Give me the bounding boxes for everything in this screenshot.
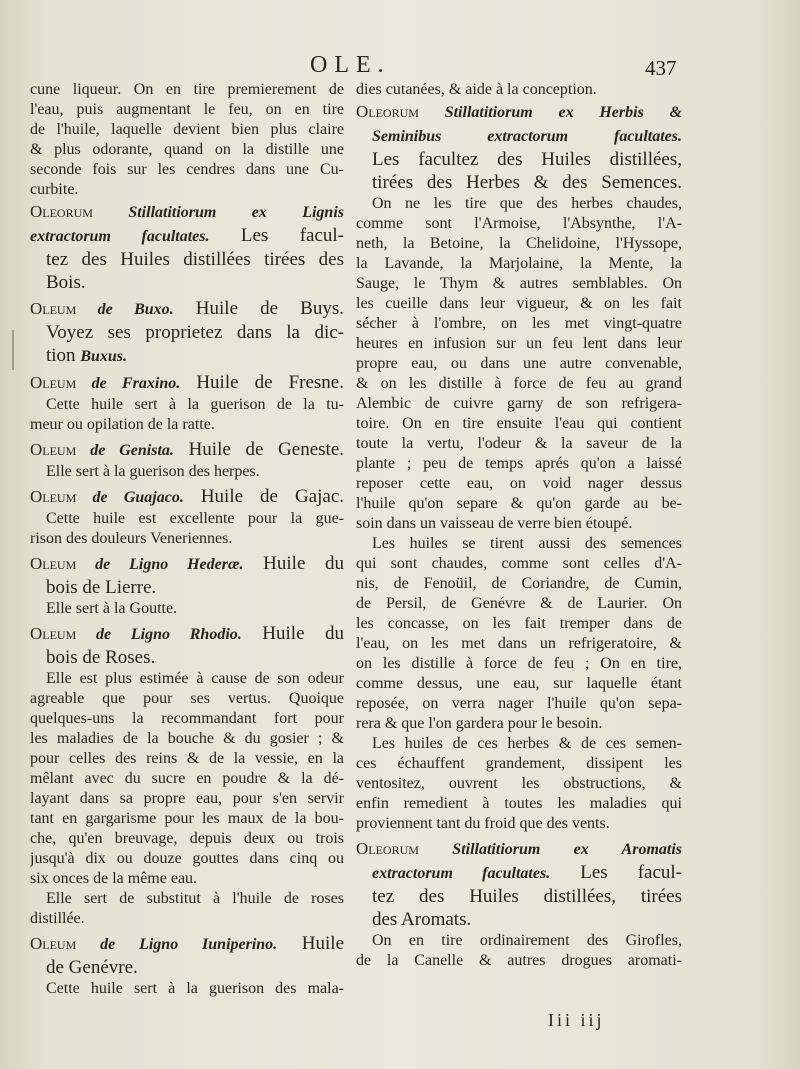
line-text: rera & que l'on gardera pour le besoin.: [356, 715, 603, 732]
line-text: Huile du: [241, 623, 344, 644]
line-text: On ne les tire que des herbes chaudes,: [372, 195, 682, 212]
line-text: comme dessus, une eau, sur laquelle étant: [356, 675, 682, 692]
text-line: [30, 869, 344, 889]
entry-heading-line: [30, 224, 344, 248]
line-text: heures en infusion sur un feu lent dans leur: [356, 335, 682, 352]
line-text: Huile de Fresne.: [180, 372, 344, 393]
running-title: OLE.: [310, 52, 391, 78]
entry-heading-line: [30, 271, 344, 294]
entry-heading-line: [30, 248, 344, 271]
text-line: [356, 294, 682, 314]
entry-heading-line: [30, 932, 344, 956]
text-line: [30, 749, 344, 769]
entry-heading-line: [356, 908, 682, 931]
line-text: toute la vertu, l'odeur & la saveur de la: [356, 435, 682, 452]
text-line: [356, 654, 682, 674]
line-text: proviennent tant du froid que des vents.: [356, 815, 610, 832]
text-line: [356, 634, 682, 654]
line-text: On en tire ordinairement des Girofles,: [372, 932, 682, 949]
line-text: Les huiles se tirent aussi des semences: [372, 535, 682, 552]
text-line: [30, 120, 344, 140]
line-text: Alembic de cuivre garny de son refrigera-: [356, 395, 682, 412]
margin-stroke: [12, 330, 14, 370]
line-text: tez des Huiles distillées, tirées: [372, 886, 682, 907]
latin-term: de Ligno Rhodio.: [76, 626, 242, 643]
line-text: mêlant avec du sucre en poudre & la dé-: [30, 770, 344, 787]
text-line: [356, 274, 682, 294]
line-text: Huile du: [243, 553, 344, 574]
line-text: enfin remedient à toutes les maladies qui: [356, 795, 682, 812]
line-text: Elle sert à la Goutte.: [46, 600, 178, 617]
entry-heading-line: [30, 344, 344, 368]
text-line: [356, 614, 682, 634]
latin-term: Buxus.: [80, 348, 128, 365]
text-line: [30, 809, 344, 829]
line-text: l'eau, puis augmentant le feu, on en tire: [30, 101, 344, 118]
line-text: Les facul-: [209, 225, 344, 246]
text-line: [30, 709, 344, 729]
page-header: [0, 52, 800, 82]
signature-mark: Iii iij: [548, 1010, 605, 1030]
line-text: des Aromats.: [372, 909, 472, 930]
text-line: [30, 689, 344, 709]
line-text: l'eau, on les met dans un refrigeratoire, &: [356, 635, 682, 652]
line-text: Cette huile sert à la guerison des mala-: [46, 980, 344, 997]
text-line: [30, 100, 344, 120]
text-line: [30, 789, 344, 809]
line-text: layant dans sa propre eau, pour s'en servir: [30, 790, 344, 807]
line-text: de la Canelle & autres drogues aromati-: [356, 952, 682, 969]
line-text: rison des douleurs Veneriennes.: [30, 530, 233, 547]
text-line: [356, 494, 682, 514]
line-text: soin dans un vaisseau de verre bien étoupé.: [356, 515, 633, 532]
entry-heading-line: [356, 837, 682, 861]
line-text: pour celles des reins & de la vessie, en la: [30, 750, 344, 767]
entry-heading-line: [30, 622, 344, 646]
line-text: propre eau, ou dans une autre convenable,: [356, 355, 682, 372]
entry-heading-line: [30, 297, 344, 321]
text-line: [356, 414, 682, 434]
line-text: dies cutanées, & aide à la conception.: [356, 81, 597, 98]
line-text: reposer cette eau, on void nager dessus: [356, 475, 682, 492]
line-text: qui sont chaudes, comme sont celles d'A-: [356, 555, 682, 572]
entry-keyword: Oleum: [30, 440, 77, 459]
line-text: Elle est plus estimée à cause de son odeur: [46, 670, 344, 687]
line-text: tez des Huiles distillées tirées des: [46, 249, 344, 270]
latin-term: Stillatitiorum ex Lignis: [92, 204, 344, 221]
line-text: quelques-uns la recommandant fort pour: [30, 710, 344, 727]
text-line: [356, 454, 682, 474]
text-line: [356, 931, 682, 951]
latin-term: de Genista.: [76, 442, 174, 459]
line-text: on les distille à force de feu ; On en tire,: [356, 655, 682, 672]
text-line: [356, 694, 682, 714]
text-line: [356, 534, 682, 554]
line-text: les cueille dans leur vigueur, & on les fait: [356, 295, 682, 312]
latin-term: de Buxo.: [76, 301, 174, 318]
line-text: che, qu'en breuvage, depuis deux ou trois: [30, 830, 344, 847]
entry-heading-line: [30, 576, 344, 599]
entry-keyword: Oleorum: [356, 102, 419, 121]
text-line: [356, 234, 682, 254]
entry-keyword: Oleum: [30, 487, 77, 506]
line-text: Huile de Gajac.: [183, 486, 344, 507]
text-line: [356, 194, 682, 214]
text-line: [30, 462, 344, 482]
entry-heading-line: [356, 861, 682, 885]
line-text: de l'huile, laquelle devient bien plus claire: [30, 121, 344, 138]
entry-heading-line: [30, 646, 344, 669]
text-line: [30, 909, 344, 929]
entry-heading-line: [30, 200, 344, 224]
entry-heading-line: [30, 371, 344, 395]
line-text: Sauge, le Thym & autres semblables. On: [356, 275, 682, 292]
text-line: [356, 754, 682, 774]
latin-term: extractorum facultates.: [30, 228, 210, 245]
text-line: [356, 474, 682, 494]
line-text: de Genévre.: [46, 957, 138, 978]
line-text: bois de Lierre.: [46, 577, 157, 598]
line-text: toire. On en tire ensuite l'eau qui contient: [356, 415, 682, 432]
line-text: sécher à l'ombre, on les met vingt-quatre: [356, 315, 682, 332]
line-text: neth, la Betoine, la Chelidoine, l'Hyssope,: [356, 235, 682, 252]
text-line: [30, 180, 344, 200]
line-text: jusqu'à dix ou douze gouttes dans cinq ou: [30, 850, 344, 867]
entry-keyword: Oleum: [30, 934, 77, 953]
latin-term: de Ligno Hederæ.: [76, 556, 244, 573]
entry-keyword: Oleum: [30, 554, 77, 573]
latin-term: de Ligno Iuniperino.: [76, 936, 278, 953]
text-line: [30, 889, 344, 909]
entry-heading-line: [30, 321, 344, 344]
entry-heading-line: [30, 552, 344, 576]
text-line: [356, 334, 682, 354]
entry-keyword: Oleum: [30, 373, 77, 392]
text-line: [30, 849, 344, 869]
text-line: [30, 829, 344, 849]
text-line: [30, 529, 344, 549]
line-text: les maladies de la bouche & du gosier ; &: [30, 730, 344, 747]
line-text: nis, de Fenoüil, de Coriandre, de Cumin,: [356, 575, 682, 592]
text-line: [356, 374, 682, 394]
entry-heading-line: [356, 100, 682, 124]
line-text: les concasse, on les fait tremper dans de: [356, 615, 682, 632]
line-text: reposée, on verra nager l'huile qu'on sepa-: [356, 695, 682, 712]
entry-heading-line: [30, 956, 344, 979]
text-line: [30, 415, 344, 435]
entry-heading-line: [356, 171, 682, 194]
line-text: plante ; peu de temps aprés qu'on a laissé: [356, 455, 682, 472]
text-line: [356, 354, 682, 374]
text-line: [356, 554, 682, 574]
text-line: [356, 214, 682, 234]
entry-keyword: Oleorum: [356, 839, 419, 858]
text-line: [356, 434, 682, 454]
line-text: Les facul-: [550, 862, 682, 883]
line-text: l'huile qu'on separe & qu'on garde au be-: [356, 495, 682, 512]
text-line: [30, 769, 344, 789]
line-text: agreable que pour ses vertus. Quoique: [30, 690, 344, 707]
line-text: ces échauffent grandement, dissipent les: [356, 755, 682, 772]
line-text: distillée.: [30, 910, 85, 927]
line-text: comme sont l'Armoise, l'Absynthe, l'A-: [356, 215, 682, 232]
left-column: [30, 80, 344, 999]
line-text: ventositez, ouvrent les obstructions, &: [356, 775, 682, 792]
text-line: [30, 80, 344, 100]
latin-term: de Fraxino.: [76, 375, 181, 392]
text-line: [356, 734, 682, 754]
text-line: [356, 714, 682, 734]
text-line: [356, 594, 682, 614]
text-line: [356, 314, 682, 334]
latin-term: extractorum facultates.: [372, 865, 551, 882]
text-line: [356, 254, 682, 274]
text-line: [30, 729, 344, 749]
line-text: de Persil, de Genévre & de Laurier. On: [356, 595, 682, 612]
line-text: la Lavande, la Marjolaine, la Mente, la: [356, 255, 682, 272]
text-line: [30, 669, 344, 689]
line-text: Huile de Buys.: [173, 298, 344, 319]
text-line: [30, 395, 344, 415]
line-text: Cette huile sert à la guerison de la tu-: [46, 396, 344, 413]
text-line: [356, 814, 682, 834]
text-line: [30, 509, 344, 529]
latin-term: Seminibus extractorum facultates.: [372, 128, 682, 145]
text-line: [356, 394, 682, 414]
latin-term: Stillatitiorum ex Herbis &: [418, 104, 682, 121]
latin-term: de Guajaco.: [76, 489, 184, 506]
entry-heading-line: [30, 485, 344, 509]
entry-heading-line: [30, 438, 344, 462]
text-line: [356, 514, 682, 534]
entry-keyword: Oleum: [30, 299, 77, 318]
line-text: Cette huile est excellente pour la gue-: [46, 510, 344, 527]
entry-heading-line: [356, 148, 682, 171]
latin-term: Stillatitiorum ex Aromatis: [418, 841, 682, 858]
line-text: & on les distille à force de feu au grand: [356, 375, 682, 392]
line-text: bois de Roses.: [46, 647, 156, 668]
entry-keyword: Oleorum: [30, 202, 93, 221]
line-text: Huile de Geneste.: [173, 439, 344, 460]
line-text: Voyez ses proprietez dans la dic-: [46, 322, 344, 343]
line-text: tant en gargarisme pour les maux de la bou-: [30, 810, 344, 827]
text-line: [356, 774, 682, 794]
text-line: [30, 140, 344, 160]
line-text: seconde fois sur les cendres dans une Cu-: [30, 161, 344, 178]
right-column: [356, 80, 682, 971]
entry-keyword: Oleum: [30, 624, 77, 643]
entry-heading-line: [356, 124, 682, 148]
line-text: & plus odorante, quand on la distille une: [30, 141, 344, 158]
entry-heading-line: [356, 885, 682, 908]
line-text: meur ou opilation de la ratte.: [30, 416, 215, 433]
line-text: Les facultez des Huiles distillées,: [372, 149, 682, 170]
text-line: [30, 979, 344, 999]
line-text: tirées des Herbes & des Semences.: [372, 172, 682, 193]
line-text: Elle sert de substitut à l'huile de roses: [46, 890, 344, 907]
text-line: [356, 794, 682, 814]
line-text: Les huiles de ces herbes & de ces semen-: [372, 735, 682, 752]
line-text: tion: [46, 345, 81, 366]
line-text: cune liqueur. On en tire premierement de: [30, 81, 344, 98]
line-text: Bois.: [46, 272, 86, 293]
line-text: curbite.: [30, 181, 79, 198]
line-text: Elle sert à la guerison des herpes.: [46, 463, 260, 480]
text-line: [356, 80, 682, 100]
text-line: [30, 599, 344, 619]
page-number: 437: [645, 56, 677, 80]
text-line: [356, 951, 682, 971]
line-text: Huile: [277, 933, 344, 954]
text-line: [356, 674, 682, 694]
text-line: [356, 574, 682, 594]
text-line: [30, 160, 344, 180]
line-text: six onces de la même eau.: [30, 870, 198, 887]
